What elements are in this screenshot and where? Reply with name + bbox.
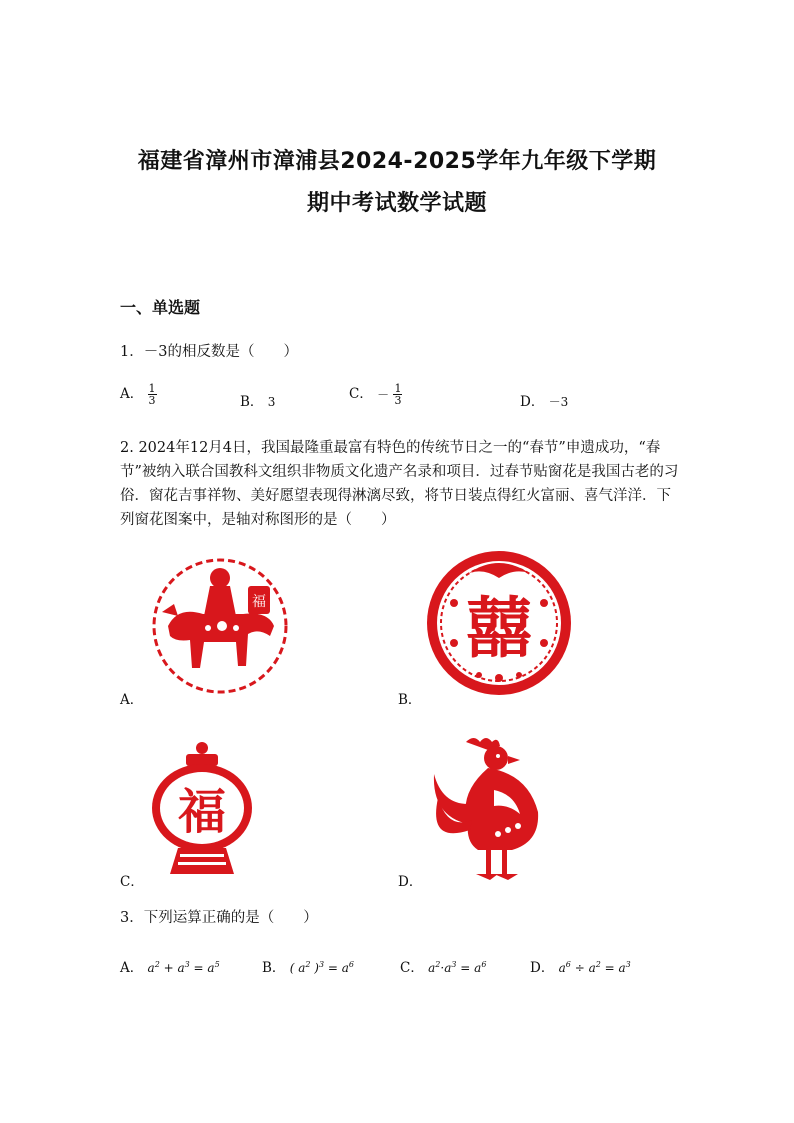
q3-option-c-expression: $a^2\cdot a^3 = a^6$ (428, 960, 487, 975)
q3-option-c-label: C． (400, 960, 424, 976)
q2-option-d-label: D． (398, 874, 423, 890)
paper-cut-double-happiness-icon[interactable] (424, 548, 574, 698)
double-happiness-glyph: 囍 (466, 590, 532, 667)
q1-option-c-label: C． (349, 386, 373, 402)
q1-option-c-fraction: $\frac{1}{3}$ (394, 382, 402, 407)
q3-option-b-expression: ( $a^2$ )$^3 = a^6$ (289, 960, 354, 975)
q3-option-c[interactable] (400, 956, 486, 976)
q1-option-a[interactable] (120, 382, 157, 406)
q1-option-d-label: D． (520, 394, 545, 410)
q3-option-b-label: B． (262, 960, 286, 976)
q3-option-d-label: D． (530, 960, 555, 976)
paper-cut-fu-lantern-icon[interactable] (150, 740, 255, 880)
question-2-stem: 2. 2024年12月4日，我国最隆重最富有特色的传统节日之一的“春节”申遗成功，“春节”被纳入联合国教科文组织非物质文化遗产名录和项目．过春节贴窗花是我国古老的习俗．窗花吉事祥物、美好愿望表现得淋漓尽致，将节日装点得红火富丽、喜气洋洋．下列窗花图案中，是轴对称图形的是（ ） (120, 440, 679, 528)
question-1-stem: 1．－3的相反数是（ ） (120, 344, 298, 360)
question-3-stem: 3．下列运算正确的是（ ） (120, 910, 318, 926)
section-heading: 一、单选题 (120, 298, 201, 317)
q3-option-d[interactable] (530, 956, 631, 976)
paper-cut-rooster-icon[interactable] (428, 734, 553, 884)
q3-option-a[interactable] (120, 956, 220, 976)
q2-option-b-label: B． (398, 692, 422, 708)
paper-cut-ox-icon[interactable] (148, 556, 293, 696)
fu-glyph: 福 (177, 784, 227, 840)
page-title-line1: 福建省漳州市漳浦县2024-2025学年九年级下学期 (137, 149, 657, 174)
q2-option-a-label: A． (120, 692, 144, 708)
svg-text:福: 福 (252, 594, 266, 610)
q1-option-c[interactable]: C． － $\frac{1}{3}$ (349, 382, 402, 407)
q1-option-b-value: 3 (267, 395, 276, 409)
q3-option-a-label: A． (120, 960, 144, 976)
page-title-line2: 期中考试数学试题 (306, 191, 487, 216)
q3-option-b[interactable] (262, 956, 354, 976)
q1-option-b[interactable] (240, 390, 275, 410)
q1-option-b-label: B． (240, 394, 264, 410)
q2-option-c-label: C． (120, 874, 144, 890)
q3-option-d-expression: $a^6 \div a^2 = a^3$ (558, 960, 631, 975)
q1-option-a-label: A． (120, 386, 144, 402)
q3-option-a-expression: $a^2 + a^3 = a^5$ (147, 960, 220, 975)
q1-option-d-value: －3 (548, 395, 569, 409)
q1-option-d[interactable] (520, 390, 568, 410)
q1-option-a-fraction: $\frac{1}{3}$ (148, 382, 156, 407)
